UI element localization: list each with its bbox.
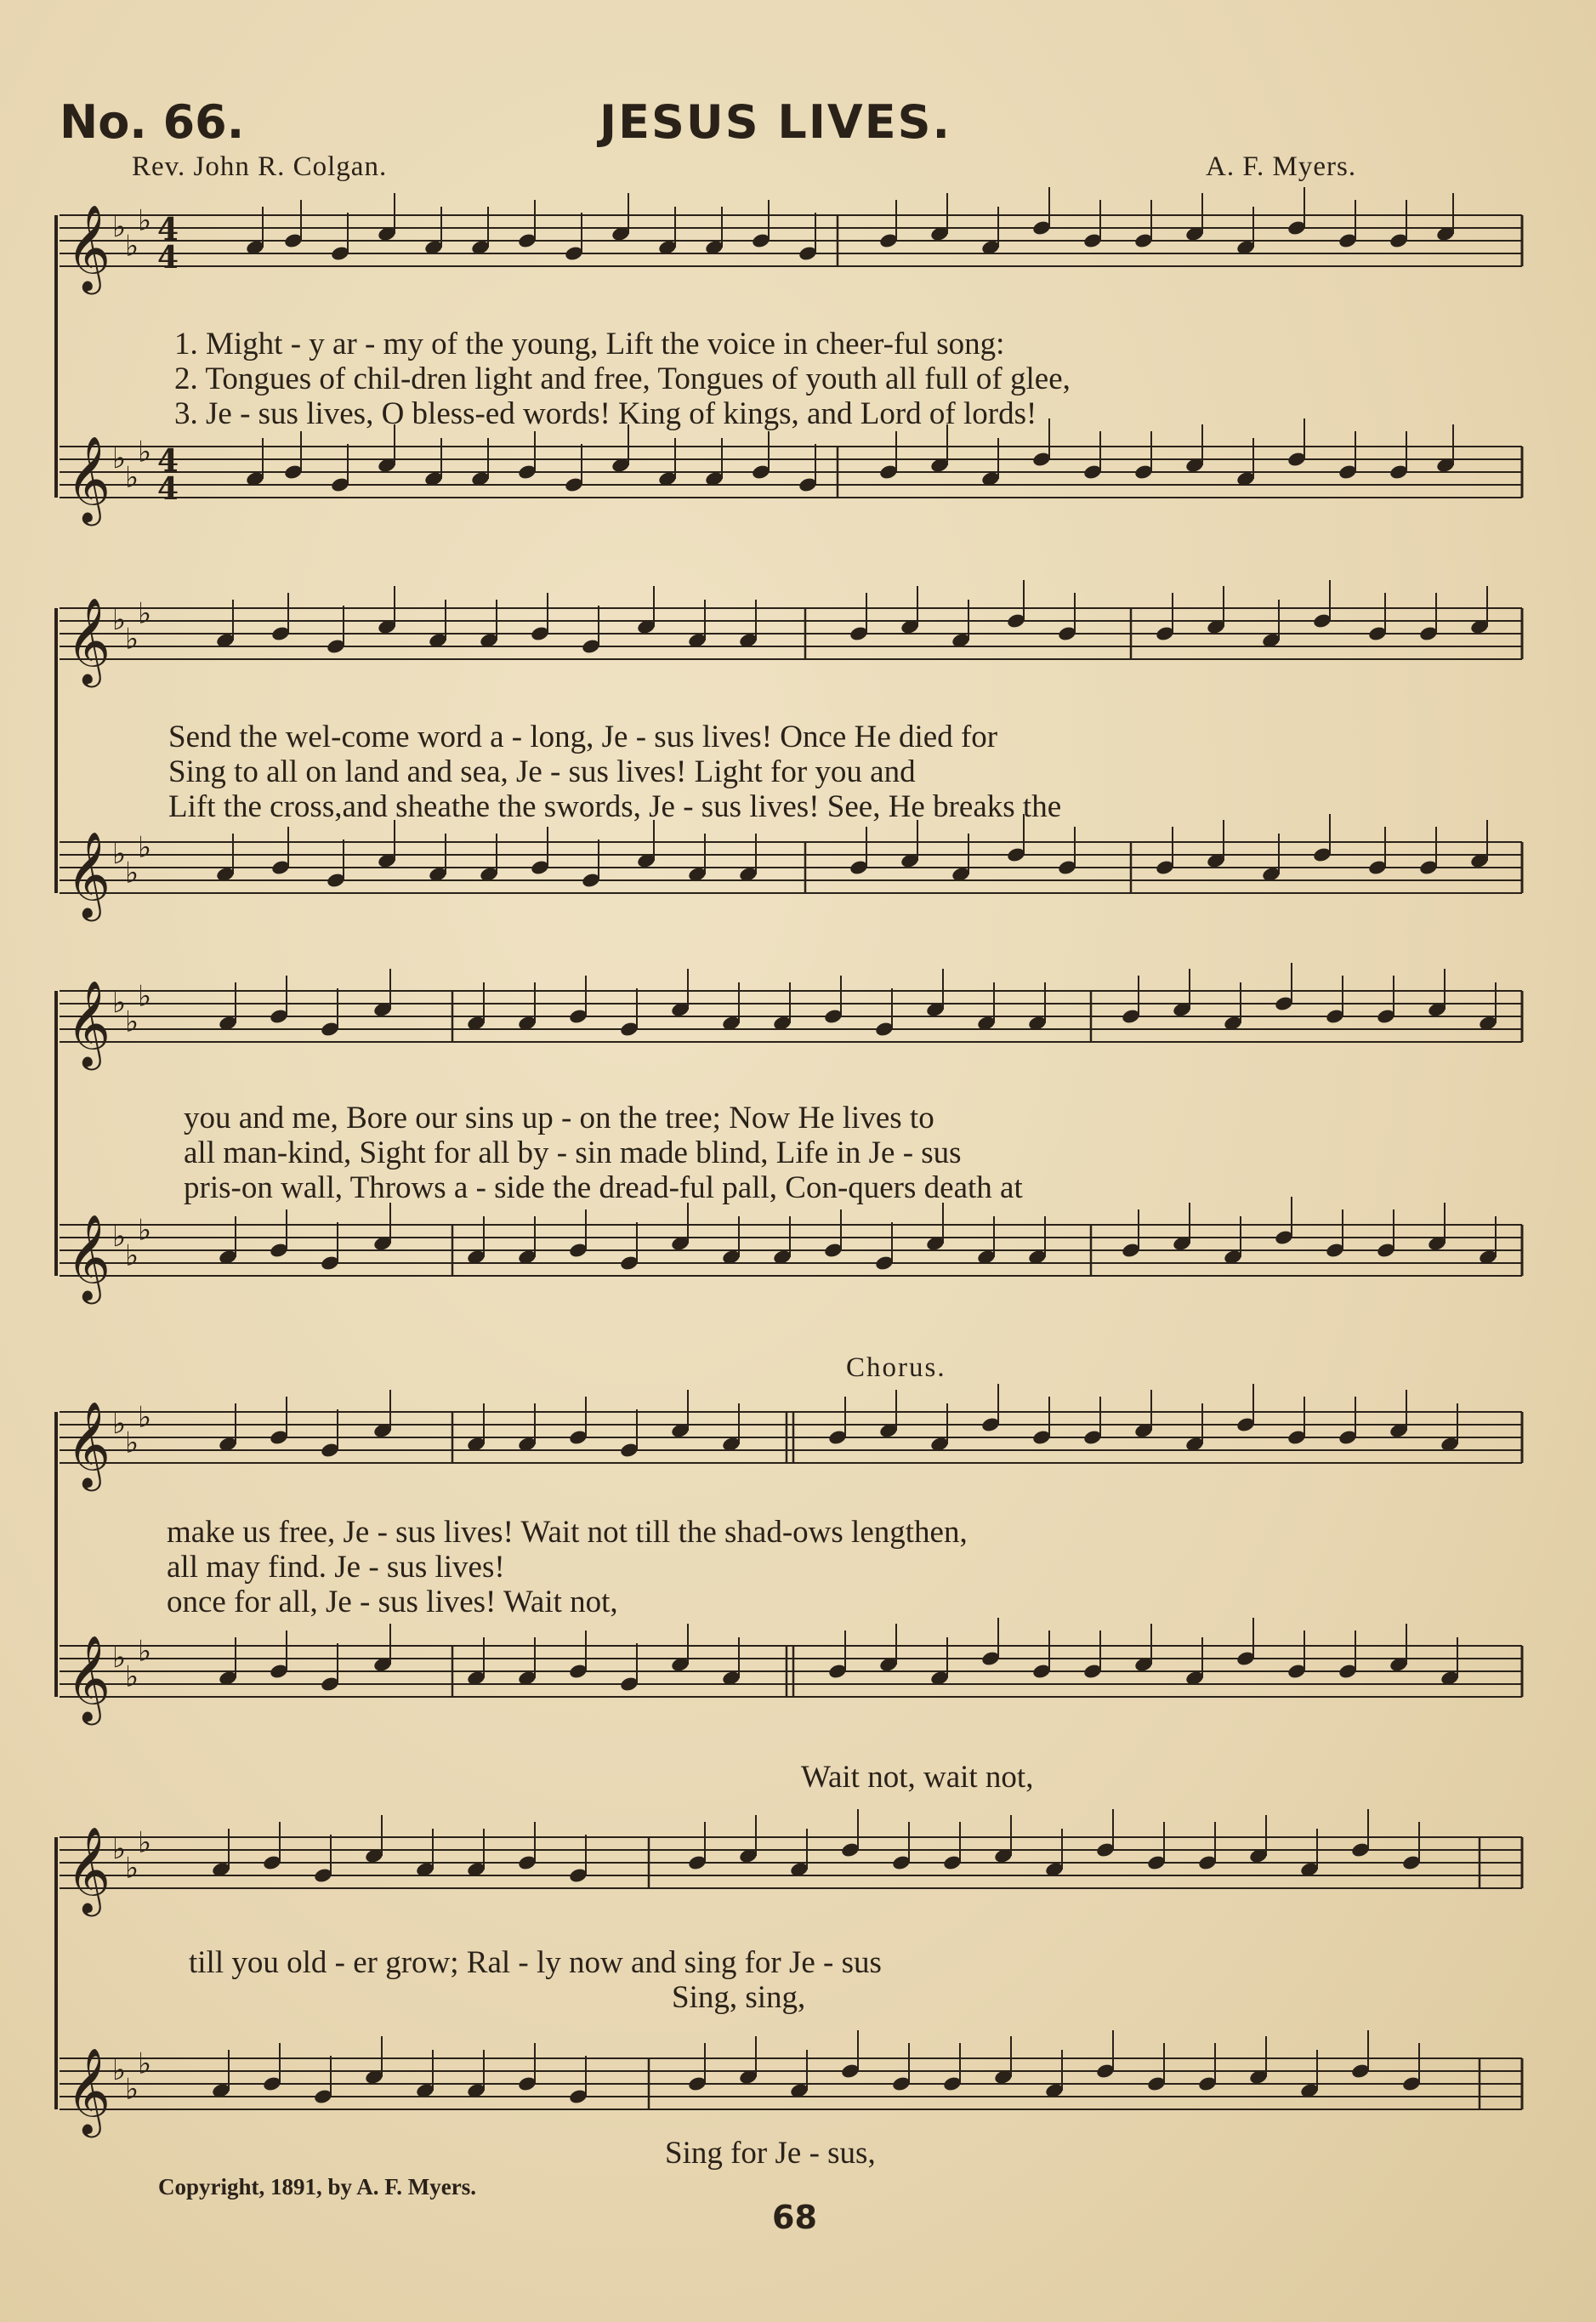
flat-sign-icon: ♭ xyxy=(138,1634,152,1669)
lyric-line: 3. Je - sus lives, O bless-ed words! King of kings, and Lord of lords! xyxy=(174,396,1037,431)
treble-clef-icon: 𝄞 xyxy=(66,830,111,918)
treble-clef-icon: 𝄞 xyxy=(66,1825,111,1913)
composer-credit: A. F. Myers. xyxy=(1206,151,1357,182)
lyric-line: all may find. Je - sus lives! xyxy=(167,1550,505,1585)
flat-sign-icon: ♭ xyxy=(138,1213,152,1248)
lyric-line: 2. Tongues of chil-dren light and free, Tongues of youth all full of glee, xyxy=(174,361,1071,396)
flat-sign-icon: ♭ xyxy=(112,1832,127,1866)
flat-sign-icon: ♭ xyxy=(125,856,139,891)
lyric-line: pris-on wall, Throws a - side the dread-ful pall, Con-quers death at xyxy=(184,1170,1023,1205)
flat-sign-icon: ♭ xyxy=(125,1004,139,1039)
bass-lyric-line: Wait not, wait not, xyxy=(801,1760,1034,1795)
hymn-title: JESUS LIVES. xyxy=(599,95,951,149)
hymn-number: No. 66. xyxy=(60,95,245,149)
time-signature: 4 xyxy=(157,471,179,507)
treble-clef-icon: 𝄞 xyxy=(66,979,111,1067)
chorus-label: Chorus. xyxy=(846,1352,946,1383)
lyric-line: till you old - er grow; Ral - ly now and sing for Je - sus xyxy=(189,1945,882,1980)
page-number: 68 xyxy=(772,2199,817,2236)
flat-sign-icon: ♭ xyxy=(138,1825,152,1860)
flat-sign-icon: ♭ xyxy=(138,596,152,631)
lyric-line: once for all, Je - sus lives! Wait not, xyxy=(167,1585,618,1619)
bass-lyric-line: Sing for Je - sus, xyxy=(665,2136,876,2171)
flat-sign-icon: ♭ xyxy=(112,603,127,637)
flat-sign-icon: ♭ xyxy=(112,210,127,244)
flat-sign-icon: ♭ xyxy=(138,979,152,1014)
time-signature: 4 xyxy=(157,240,179,276)
flat-sign-icon: ♭ xyxy=(112,1407,127,1441)
flat-sign-icon: ♭ xyxy=(125,1659,139,1694)
time-signature: 4 xyxy=(157,212,179,248)
flat-sign-icon: ♭ xyxy=(138,1400,152,1435)
author-credit: Rev. John R. Colgan. xyxy=(132,151,388,182)
flat-sign-icon: ♭ xyxy=(112,837,127,871)
treble-clef-icon: 𝄞 xyxy=(66,435,111,522)
lyric-line: make us free, Je - sus lives! Wait not till the shad-ows lengthen, xyxy=(167,1515,968,1550)
flat-sign-icon: ♭ xyxy=(138,435,152,470)
lyric-line: Send the wel-come word a - long, Je - sus lives! Once He died for xyxy=(168,720,998,754)
flat-sign-icon: ♭ xyxy=(125,1238,139,1273)
flat-sign-icon: ♭ xyxy=(125,622,139,657)
flat-sign-icon: ♭ xyxy=(112,1641,127,1675)
flat-sign-icon: ♭ xyxy=(125,1426,139,1460)
flat-sign-icon: ♭ xyxy=(138,830,152,865)
flat-sign-icon: ♭ xyxy=(125,2072,139,2107)
flat-sign-icon: ♭ xyxy=(112,1220,127,1254)
time-signature: 4 xyxy=(157,443,179,479)
copyright-notice: Copyright, 1891, by A. F. Myers. xyxy=(158,2174,477,2200)
lyric-line: all man-kind, Sight for all by - sin made blind, Life in Je - sus xyxy=(184,1135,962,1170)
lyric-line: you and me, Bore our sins up - on the tree; Now He lives to xyxy=(184,1101,934,1135)
treble-clef-icon: 𝄞 xyxy=(66,1400,111,1488)
flat-sign-icon: ♭ xyxy=(112,441,127,475)
treble-clef-icon: 𝄞 xyxy=(66,1213,111,1300)
flat-sign-icon: ♭ xyxy=(125,229,139,264)
flat-sign-icon: ♭ xyxy=(112,986,127,1020)
treble-clef-icon: 𝄞 xyxy=(66,203,111,291)
middle-lyric-line: Sing, sing, xyxy=(672,1980,806,2015)
treble-clef-icon: 𝄞 xyxy=(66,596,111,684)
flat-sign-icon: ♭ xyxy=(112,2053,127,2087)
lyric-line: Sing to all on land and sea, Je - sus lives! Light for you and xyxy=(168,754,916,789)
flat-sign-icon: ♭ xyxy=(138,203,152,238)
flat-sign-icon: ♭ xyxy=(125,1851,139,1886)
lyric-line: Lift the cross,and sheathe the swords, Je - sus lives! See, He breaks the xyxy=(168,789,1062,824)
treble-clef-icon: 𝄞 xyxy=(66,1634,111,1722)
flat-sign-icon: ♭ xyxy=(138,2046,152,2081)
treble-clef-icon: 𝄞 xyxy=(66,2046,111,2134)
lyric-line: 1. Might - y ar - my of the young, Lift the voice in cheer-ful song: xyxy=(174,327,1005,361)
flat-sign-icon: ♭ xyxy=(125,460,139,495)
